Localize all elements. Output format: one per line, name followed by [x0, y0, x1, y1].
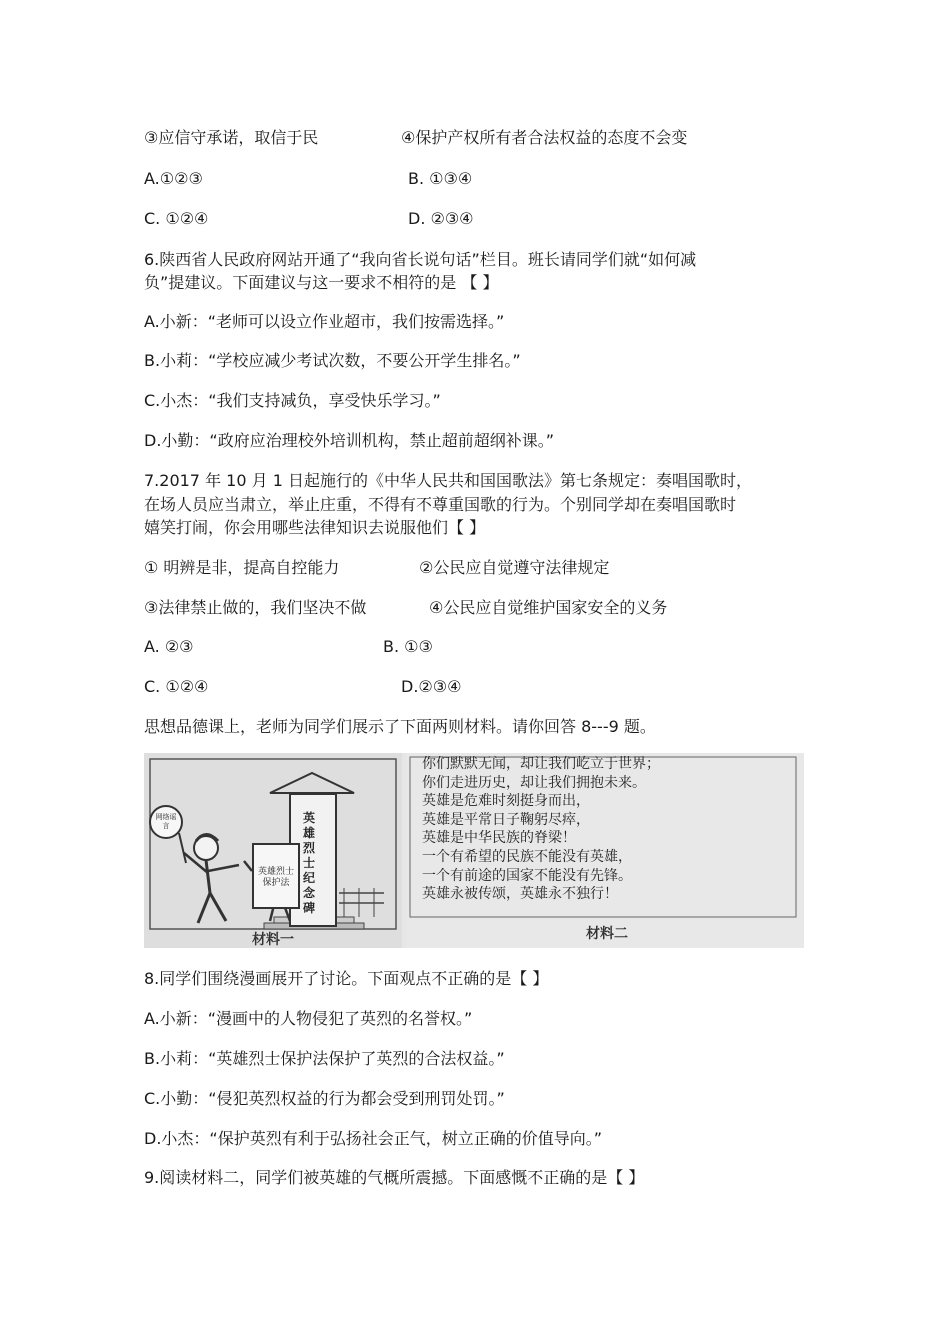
q7-stem-line2: 在场人员应当肃立，举止庄重，不得有不尊重国歌的行为。个别同学却在奏唱国歌时: [144, 495, 737, 514]
rumor-sign-label: 网络谣言: [155, 813, 177, 830]
q7-choice-d: D.②③④: [401, 677, 462, 696]
rumor-sign-illustration: [149, 805, 183, 839]
poem-text: [422, 755, 792, 904]
q6-stem-line2: 负”提建议。下面建议与这一要求不相符的是 【 】: [144, 273, 499, 292]
poem-line: 英雄是危难时刻挺身而出，: [422, 793, 590, 810]
q7-stem-line1: 7.2017 年 10 月 1 日起施行的《中华人民共和国国歌法》第七条规定：奏唱国歌时，: [144, 471, 752, 490]
q6-choice-c: C.小杰：“我们支持减负，享受快乐学习。”: [144, 391, 441, 410]
q5-choice-c: C. ①②④: [144, 209, 209, 228]
material-two-caption: 材料二: [586, 926, 628, 942]
material-one-cartoon: [144, 753, 402, 948]
q5-option-3: ③应信守承诺，取信于民: [144, 128, 319, 147]
q6-choice-b: B.小莉：“学校应减少考试次数，不要公开学生排名。”: [144, 351, 521, 370]
q8-stem: 8.同学们围绕漫画展开了讨论。下面观点不正确的是【 】: [144, 969, 549, 988]
q6-stem-line1: 6.陕西省人民政府网站开通了“我向省长说句话”栏目。班长请同学们就“如何减: [144, 250, 697, 269]
q7-choice-c: C. ①②④: [144, 677, 209, 696]
q8-choice-d: D.小杰：“保护英烈有利于弘扬社会正气，树立正确的价值导向。”: [144, 1129, 602, 1148]
law-book-illustration: [252, 843, 300, 909]
q5-choice-b: B. ①③④: [408, 169, 473, 188]
q8-choice-b: B.小莉：“英雄烈士保护法保护了英烈的合法权益。”: [144, 1049, 505, 1068]
q8-choice-a: A.小新：“漫画中的人物侵犯了英烈的名誉权。”: [144, 1009, 473, 1028]
poem-line: 英雄永被传颂，英雄永不独行！: [422, 886, 618, 903]
poem-line: 英雄是平常日子鞠躬尽瘁，: [422, 811, 590, 828]
material-one-caption: 材料一: [252, 932, 294, 948]
poem-line: 你们默默无闻，却让我们屹立于世界；: [422, 756, 660, 772]
poem-line: 你们走进历史，却让我们拥抱未来。: [422, 774, 646, 791]
q5-choice-a: A.①②③: [144, 169, 203, 188]
materials-intro: 思想品德课上，老师为同学们展示了下面两则材料。请你回答 8---9 题。: [144, 717, 656, 736]
material-two-poem: [406, 753, 804, 948]
q7-option-4: ④公民应自觉维护国家安全的义务: [429, 598, 668, 617]
q7-choice-a: A. ②③: [144, 637, 194, 656]
poem-line: 英雄是中华民族的脊梁！: [422, 830, 576, 847]
q7-stem-line3: 嬉笑打闹，你会用哪些法律知识去说服他们【 】: [144, 518, 486, 537]
q7-option-2: ②公民应自觉遵守法律规定: [419, 558, 610, 577]
q6-choice-d: D.小勤：“政府应治理校外培训机构，禁止超前超纲补课。”: [144, 431, 554, 450]
q5-choice-d: D. ②③④: [408, 209, 474, 228]
law-book-label: 英雄烈士保护法: [258, 867, 295, 888]
q7-option-1: ① 明辨是非，提高自控能力: [144, 558, 340, 577]
poem-line: 一个有希望的民族不能没有英雄，: [422, 848, 632, 865]
monument-label: 英雄烈士纪念碑: [303, 811, 316, 915]
q5-option-4: ④保护产权所有者合法权益的态度不会变: [401, 128, 688, 147]
materials-figure: [144, 753, 804, 948]
q9-stem: 9.阅读材料二，同学们被英雄的气概所震撼。下面感慨不正确的是【 】: [144, 1168, 645, 1187]
poem-line: 一个有前途的国家不能没有先锋。: [422, 867, 632, 884]
q8-choice-c: C.小勤：“侵犯英烈权益的行为都会受到刑罚处罚。”: [144, 1089, 505, 1108]
q7-choice-b: B. ①③: [383, 637, 433, 656]
q7-option-3: ③法律禁止做的，我们坚决不做: [144, 598, 367, 617]
q6-choice-a: A.小新：“老师可以设立作业超市，我们按需选择。”: [144, 312, 505, 331]
